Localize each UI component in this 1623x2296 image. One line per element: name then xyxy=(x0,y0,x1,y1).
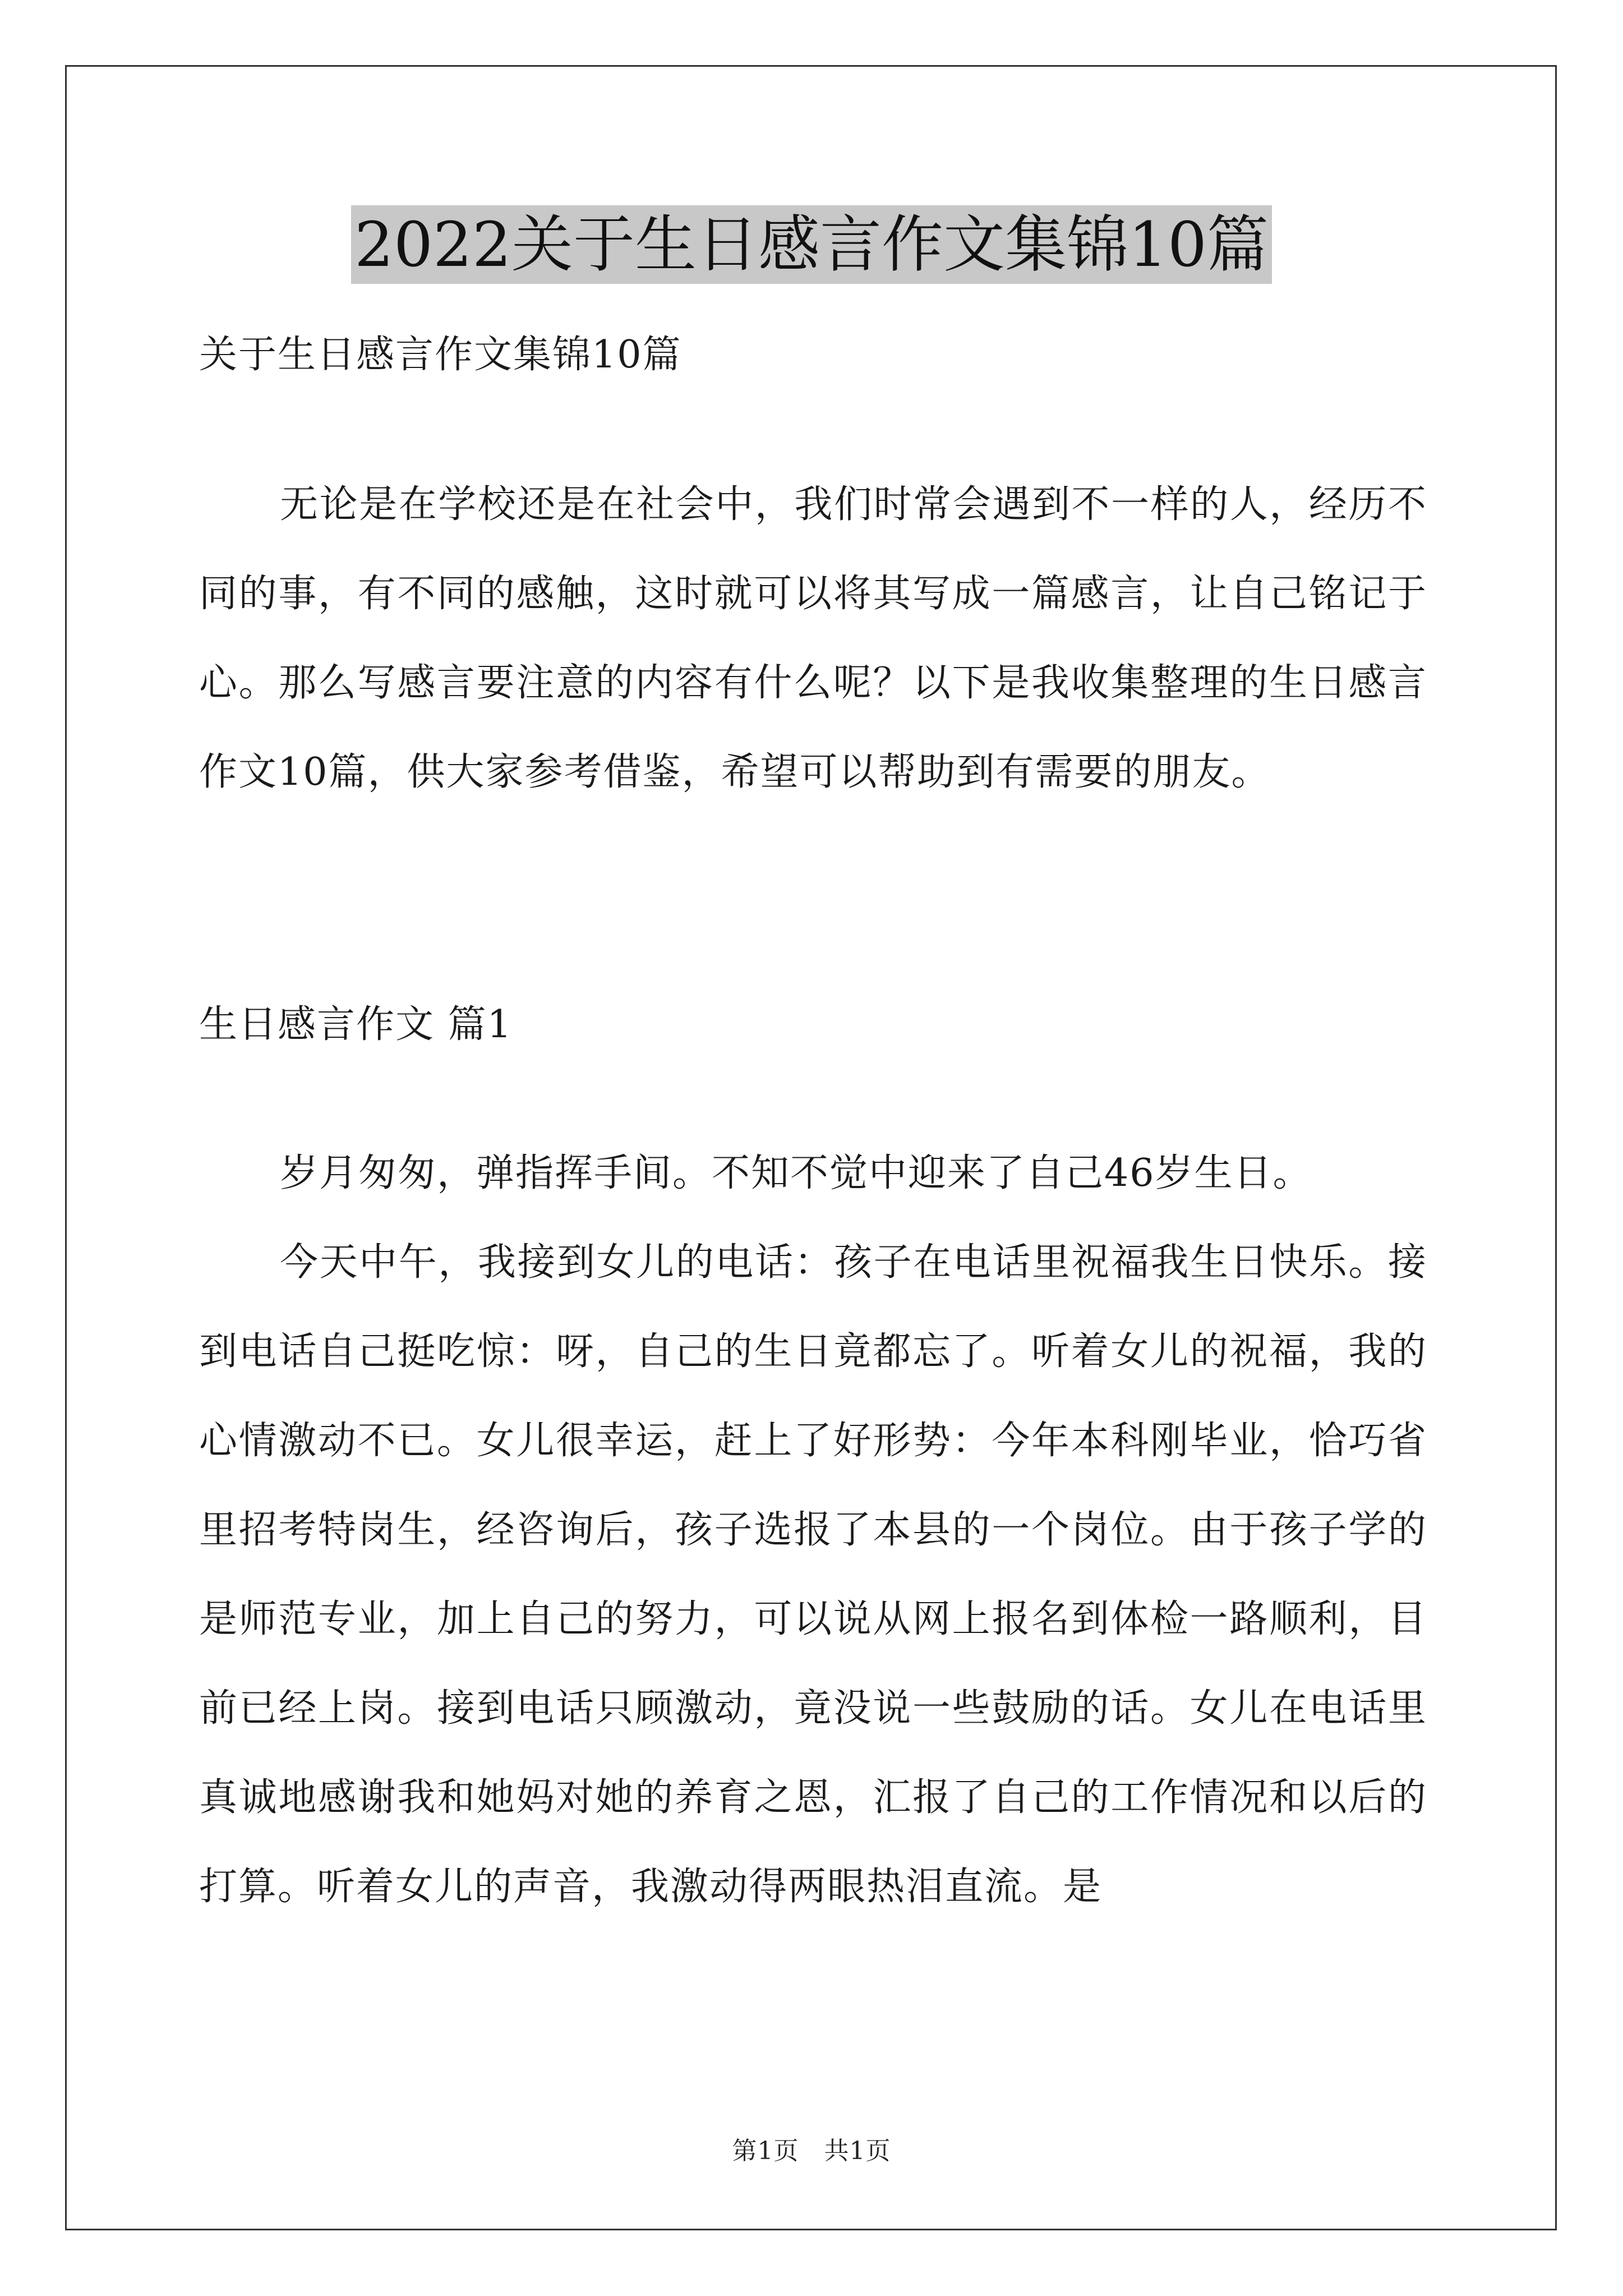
document-title-wrapper xyxy=(0,205,1623,284)
paragraph-2: 今天中午，我接到女儿的电话：孩子在电话里祝福我生日快乐。接到电话自己挺吃惊：呀，自己的生日竟都忘了。听着女儿的祝福，我的心情激动不已。女儿很幸运，赶上了好形势：今年本科刚毕业，恰巧省里招考特岗生，经咨询后，孩子选报了本县的一个岗位。由于孩子学的是师范专业，加上自己的努力，可以说从网上报名到体检一路顺利，目前已经上岗。接到电话只顾激动，竟没说一些鼓励的话。女儿在电话里真诚地感谢我和她妈对她的养育之恩，汇报了自己的工作情况和以后的打算。听着女儿的声音，我激动得两眼热泪直流。是 xyxy=(199,1240,1427,1909)
paragraph-1: 岁月匆匆，弹指挥手间。不知不觉中迎来了自己46岁生日。 xyxy=(280,1151,1312,1195)
section-heading: 生日感言作文 篇1 xyxy=(199,1002,513,1047)
document-subtitle: 关于生日感言作文集锦10篇 xyxy=(199,333,682,377)
intro-paragraph: 无论是在学校还是在社会中，我们时常会遇到不一样的人，经历不同的事，有不同的感触，这时就可以将其写成一篇感言，让自己铭记于心。那么写感言要注意的内容有什么呢？以下是我收集整理的生日感言作文10篇，供大家参考借鉴，希望可以帮助到有需要的朋友。 xyxy=(199,482,1427,794)
document-title: 2022关于生日感言作文集锦10篇 xyxy=(351,205,1272,284)
page-footer: 第1页 共1页 xyxy=(732,2137,891,2165)
